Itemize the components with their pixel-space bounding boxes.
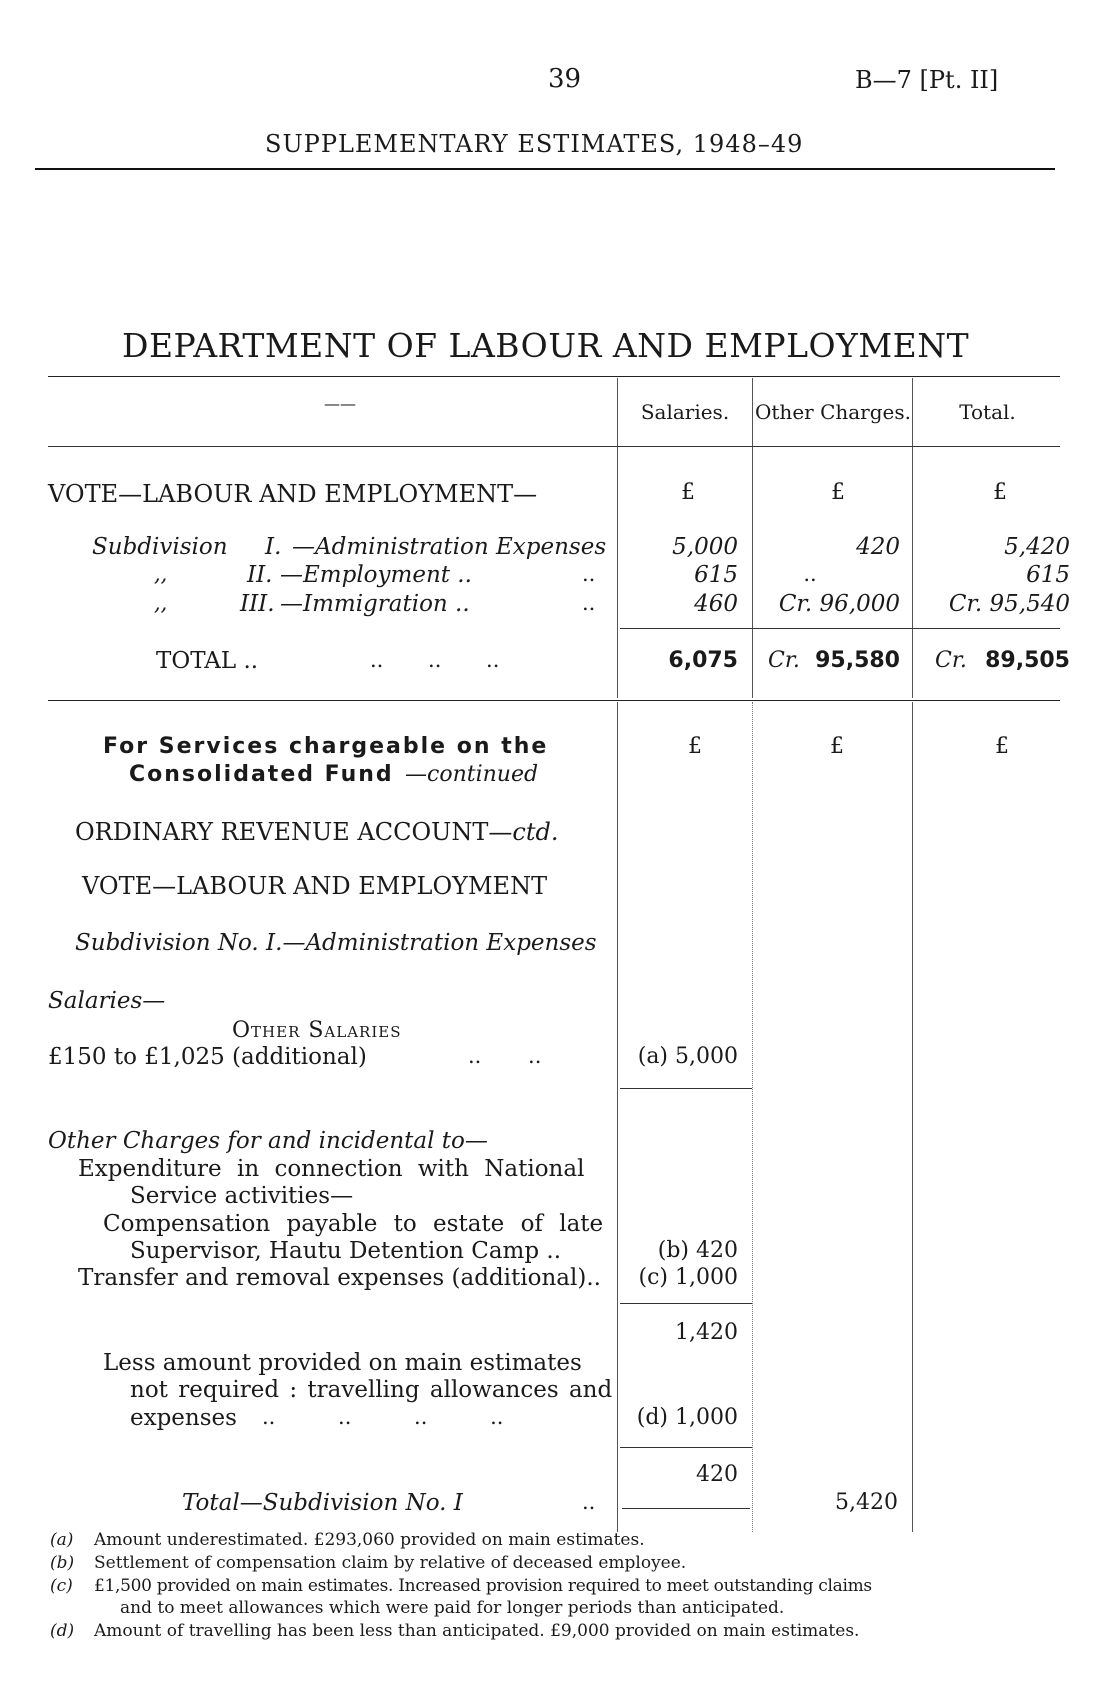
less-dots: .. .. .. .. xyxy=(262,1405,504,1429)
transfer-amount: (c) 1,000 xyxy=(638,1265,738,1290)
row-total: 615 xyxy=(1026,562,1070,588)
page-title: SUPPLEMENTARY ESTIMATES, 1948–49 xyxy=(265,130,804,158)
footnote-text: Amount underestimated. £293,060 provided on main estimates. xyxy=(94,1530,645,1550)
transfer-line: Transfer and removal expenses (additional).. xyxy=(78,1265,601,1291)
compensation-amount: (b) 420 xyxy=(657,1238,738,1263)
detail-col-divider xyxy=(912,702,913,1532)
summary-top-rule xyxy=(48,376,1060,377)
summary-col-divider xyxy=(617,378,618,698)
summary-currency-other: £ xyxy=(831,480,845,505)
less-line2: not required : travelling allowances and xyxy=(130,1377,613,1403)
row-salaries: 615 xyxy=(694,562,738,588)
row-roman: II. xyxy=(247,562,273,588)
summary-header-salaries: Salaries. xyxy=(640,400,730,424)
summary-header-rule xyxy=(48,446,1060,447)
subdivision-heading: Subdivision No. I.—Administration Expenses xyxy=(75,930,597,956)
other-charges-heading: Other Charges for and incidental to— xyxy=(48,1128,488,1154)
footnote-text: £1,500 provided on main estimates. Increased provision required to meet outstanding claims xyxy=(94,1576,872,1596)
summary-total-label: TOTAL .. xyxy=(156,648,259,674)
footnote-mark: (b) xyxy=(50,1553,75,1573)
summary-header-other: Other Charges. xyxy=(755,400,911,424)
account-heading-ctd: ctd. xyxy=(512,818,559,846)
footnote-mark: (d) xyxy=(50,1621,75,1641)
subdivision-total-rule xyxy=(622,1508,750,1509)
summary-stub-header: —— xyxy=(324,394,356,413)
row-total: 5,420 xyxy=(1004,534,1070,560)
net-amount: 420 xyxy=(696,1462,738,1487)
row-label: —Employment .. xyxy=(280,562,472,588)
footnote-text-continued: and to meet allowances which were paid for longer periods than anticipated. xyxy=(120,1598,785,1618)
header-rule xyxy=(35,168,1055,170)
row-other: Cr. 96,000 xyxy=(778,591,900,617)
row-prefix: ,, xyxy=(154,562,168,586)
summary-total-rule xyxy=(620,628,1060,629)
row-dots: .. xyxy=(582,562,596,586)
vote-heading: VOTE—LABOUR AND EMPLOYMENT xyxy=(82,872,548,900)
footnote-text: Settlement of compensation claim by relative of deceased employee. xyxy=(94,1553,687,1573)
detail-currency-salaries: £ xyxy=(688,734,702,759)
summary-currency-salaries: £ xyxy=(681,480,695,505)
footnote-mark: (a) xyxy=(50,1530,74,1550)
detail-currency-other: £ xyxy=(830,734,844,759)
summary-bottom-rule xyxy=(48,700,1060,701)
summary-currency-total: £ xyxy=(993,480,1007,505)
page-reference: B—7 [Pt. II] xyxy=(855,66,999,94)
account-heading-text: ORDINARY REVENUE ACCOUNT— xyxy=(75,818,513,846)
salary-amount-rule xyxy=(620,1088,752,1089)
row-label: —Immigration .. xyxy=(280,591,470,617)
footnote-mark: (c) xyxy=(50,1576,73,1596)
salary-amount: (a) 5,000 xyxy=(637,1044,738,1069)
summary-total-dots: .. .. .. xyxy=(370,648,500,672)
page-number: 39 xyxy=(548,64,582,94)
row-roman: I. xyxy=(265,534,282,560)
services-heading-continued: —continued xyxy=(405,762,539,787)
services-heading-line2: Consolidated Fund xyxy=(129,762,394,787)
net-rule xyxy=(620,1447,752,1448)
account-heading xyxy=(75,818,558,846)
services-heading-line1: For Services chargeable on the xyxy=(103,734,549,759)
summary-total-total: 89,505 xyxy=(985,648,1070,673)
summary-total-other-prefix: Cr. xyxy=(768,648,800,673)
summary-total-total-prefix: Cr. xyxy=(935,648,967,673)
row-label: —Administration Expenses xyxy=(292,534,607,560)
summary-total-salaries: 6,075 xyxy=(668,648,738,673)
summary-header-total: Total. xyxy=(959,400,1016,424)
less-line3: expenses xyxy=(130,1405,237,1431)
detail-col-divider xyxy=(752,702,753,1532)
row-other: 420 xyxy=(856,534,900,560)
other-salaries-heading: Other Salaries xyxy=(232,1018,402,1043)
subdivision-total-label: Total—Subdivision No. I xyxy=(182,1490,463,1516)
summary-total-other: 95,580 xyxy=(815,648,900,673)
subdivision-total-amount: 5,420 xyxy=(835,1490,898,1515)
row-prefix: ,, xyxy=(154,591,168,615)
less-amount: (d) 1,000 xyxy=(636,1405,738,1430)
row-salaries: 460 xyxy=(694,591,738,617)
detail-currency-total: £ xyxy=(995,734,1009,759)
row-other: .. xyxy=(803,562,817,586)
subtotal-rule xyxy=(620,1303,752,1304)
row-salaries: 5,000 xyxy=(672,534,738,560)
summary-col-divider xyxy=(752,378,753,698)
row-total: Cr. 95,540 xyxy=(948,591,1070,617)
less-line1: Less amount provided on main estimates xyxy=(103,1350,582,1376)
salary-item-dots: .. .. xyxy=(468,1044,542,1068)
row-prefix: Subdivision xyxy=(92,534,228,560)
salary-item: £150 to £1,025 (additional) xyxy=(48,1044,367,1070)
expenditure-line1: Expenditure in connection with National xyxy=(78,1156,585,1182)
subdivision-total-dots: .. xyxy=(582,1490,596,1514)
row-roman: III. xyxy=(240,591,275,617)
salaries-heading: Salaries— xyxy=(48,988,166,1014)
subtotal-amount: 1,420 xyxy=(675,1320,738,1345)
compensation-line2: Supervisor, Hautu Detention Camp .. xyxy=(130,1238,562,1264)
compensation-line1: Compensation payable to estate of late xyxy=(103,1211,604,1237)
summary-vote-heading: VOTE—LABOUR AND EMPLOYMENT— xyxy=(48,480,538,508)
department-title: DEPARTMENT OF LABOUR AND EMPLOYMENT xyxy=(122,326,970,365)
summary-col-divider xyxy=(912,378,913,698)
detail-col-divider xyxy=(617,702,618,1532)
expenditure-line2: Service activities— xyxy=(130,1183,354,1209)
row-dots: .. xyxy=(582,591,596,615)
footnote-text: Amount of travelling has been less than anticipated. £9,000 provided on main estimates. xyxy=(94,1621,860,1641)
